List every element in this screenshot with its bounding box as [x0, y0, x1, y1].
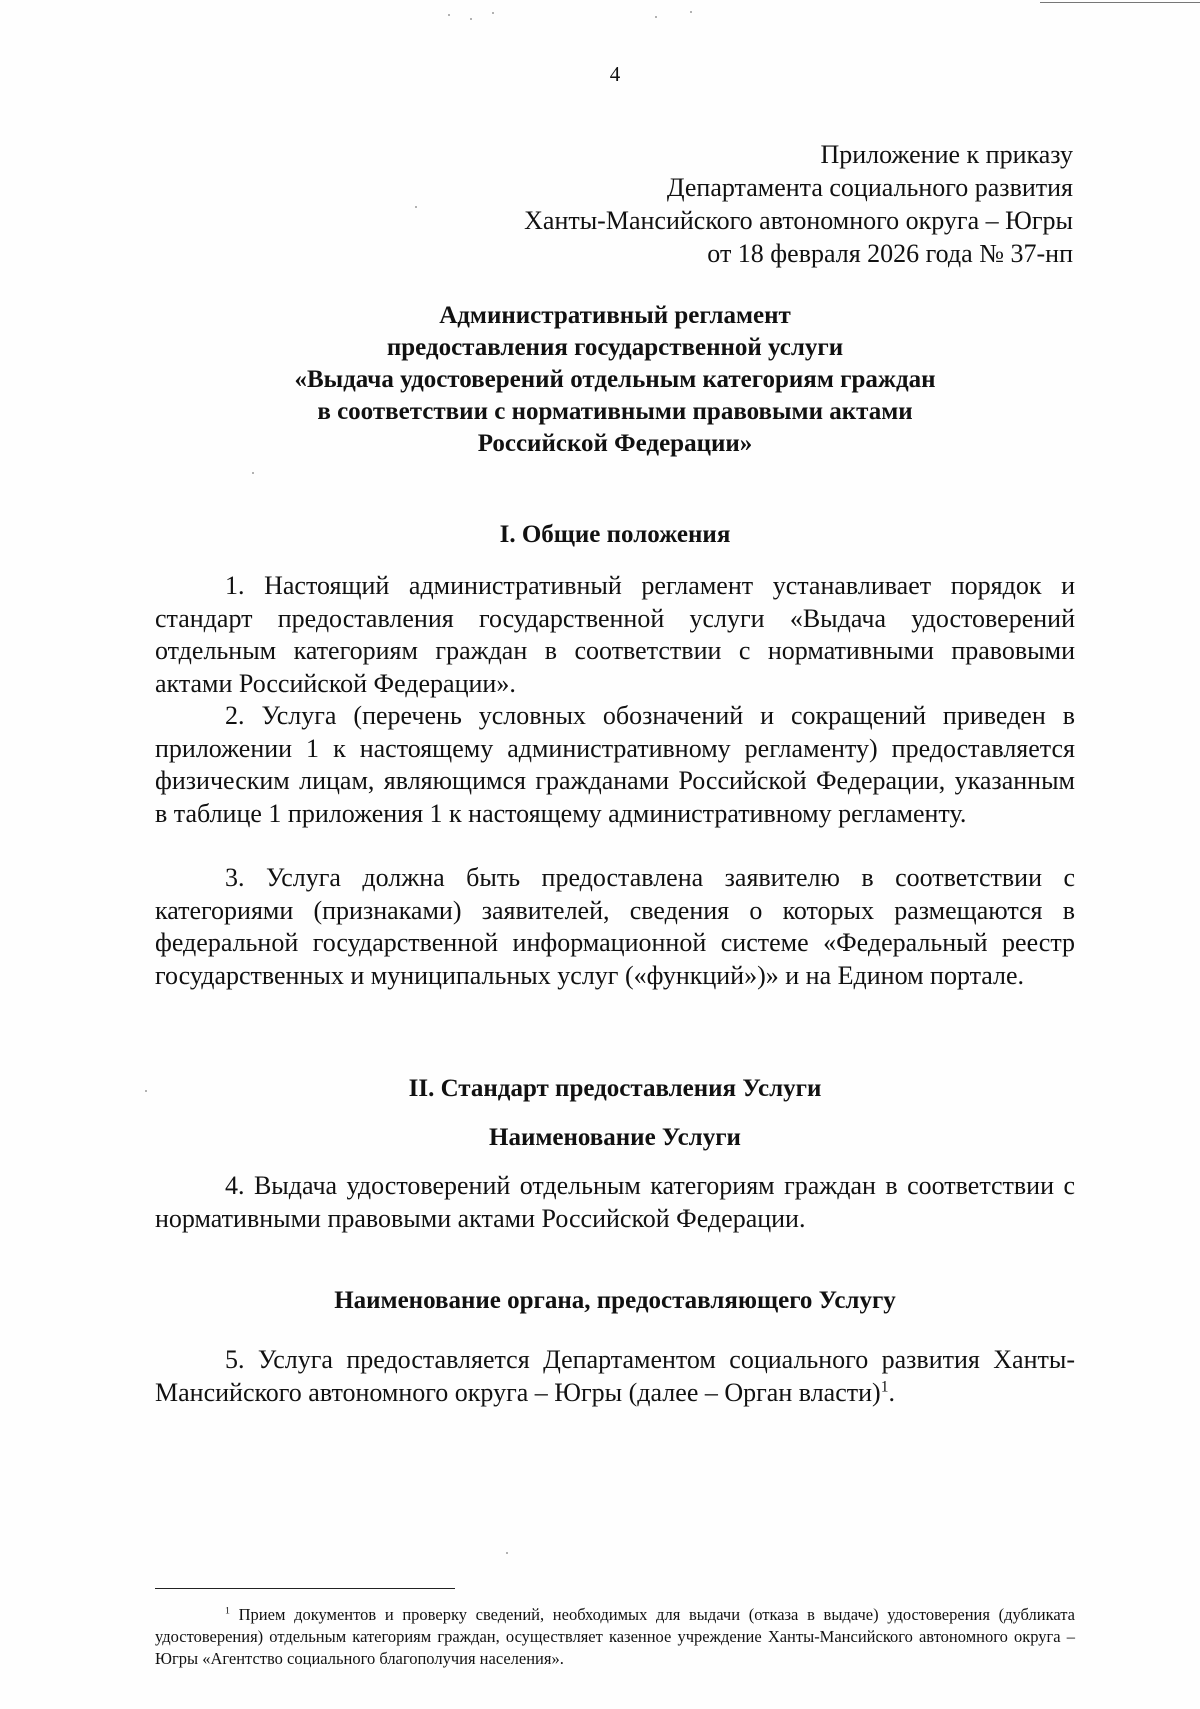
scan-speck — [448, 14, 450, 16]
title-line: в соответствии с нормативными правовыми актами — [317, 398, 913, 425]
footnote-text: Прием документов и проверку сведений, необходимых для выдачи (отказа в выдаче) удостоверения (дубликата удостоверения) отдельным категориям граждан, осуществляет казенное учреждение Ханты-Мансийского автономного округа – Югры «Агентство социального благополучия населения». — [155, 1605, 1075, 1668]
paragraph-4: 4. Выдача удостоверений отдельным категориям граждан в соответствии с нормативными правовыми актами Российской Федерации. — [155, 1171, 1075, 1233]
paragraph-5 — [155, 1344, 1075, 1409]
appendix-line: Ханты-Мансийского автономного округа – Югры — [524, 206, 1073, 235]
document-title — [150, 300, 1080, 460]
scan-speck — [506, 1552, 508, 1554]
scan-speck — [655, 16, 657, 18]
footnote-marker: 1 — [225, 1605, 230, 1617]
title-line: Российской Федерации» — [477, 430, 753, 457]
subheading-authority-name: Наименование органа, предоставляющего Услугу — [334, 1287, 896, 1314]
footnote-reference[interactable]: 1 — [880, 1377, 889, 1395]
section-heading-general: I. Общие положения — [499, 521, 731, 548]
scan-speck — [145, 1090, 147, 1092]
paragraph-5-text: 5. Услуга предоставляется Департаментом социального развития Ханты-Мансийского автономного округа – Югры (далее – Орган власти) — [155, 1345, 1075, 1407]
appendix-line: от 18 февраля 2026 года № 37-нп — [707, 239, 1073, 268]
scan-speck — [470, 18, 472, 20]
scan-speck — [492, 12, 494, 14]
scan-speck — [690, 11, 692, 13]
appendix-header — [373, 138, 1073, 270]
page-number: 4 — [609, 62, 621, 86]
title-line: Административный регламент — [439, 302, 791, 329]
paragraph-3: 3. Услуга должна быть предоставлена заявителю в соответствии с категориями (признаками) заявителей, сведения о которых размещаются в федеральной государственной информационной системе «Федеральный реестр государственных и муниципальных услуг («функций»)» и на Едином портале. — [155, 863, 1075, 990]
paragraph-1: 1. Настоящий административный регламент устанавливает порядок и стандарт предоставления государственной услуги «Выдача удостоверений отдельным категориям граждан в соответствии с нормативными правовыми актами Российской Федерации». — [155, 571, 1075, 698]
paragraph-2: 2. Услуга (перечень условных обозначений и сокращений приведен в приложении 1 к настоящему административному регламенту) предоставляется физическим лицам, являющимся гражданами Российской Федерации, указанным в таблице 1 приложения 1 к настоящему административному регламенту. — [155, 701, 1075, 828]
footnote-1 — [155, 1604, 1075, 1670]
appendix-line: Приложение к приказу — [820, 140, 1073, 169]
paragraph-5-end: . — [888, 1377, 895, 1407]
appendix-line: Департамента социального развития — [666, 173, 1073, 202]
scan-edge-line — [1040, 2, 1200, 3]
footnote-separator — [155, 1588, 455, 1589]
title-line: предоставления государственной услуги — [386, 334, 844, 361]
scan-speck — [252, 472, 254, 474]
title-line: «Выдача удостоверений отдельным категориям граждан — [294, 366, 936, 393]
subheading-service-name: Наименование Услуги — [489, 1124, 741, 1151]
section-heading-standard: II. Стандарт предоставления Услуги — [408, 1075, 822, 1102]
